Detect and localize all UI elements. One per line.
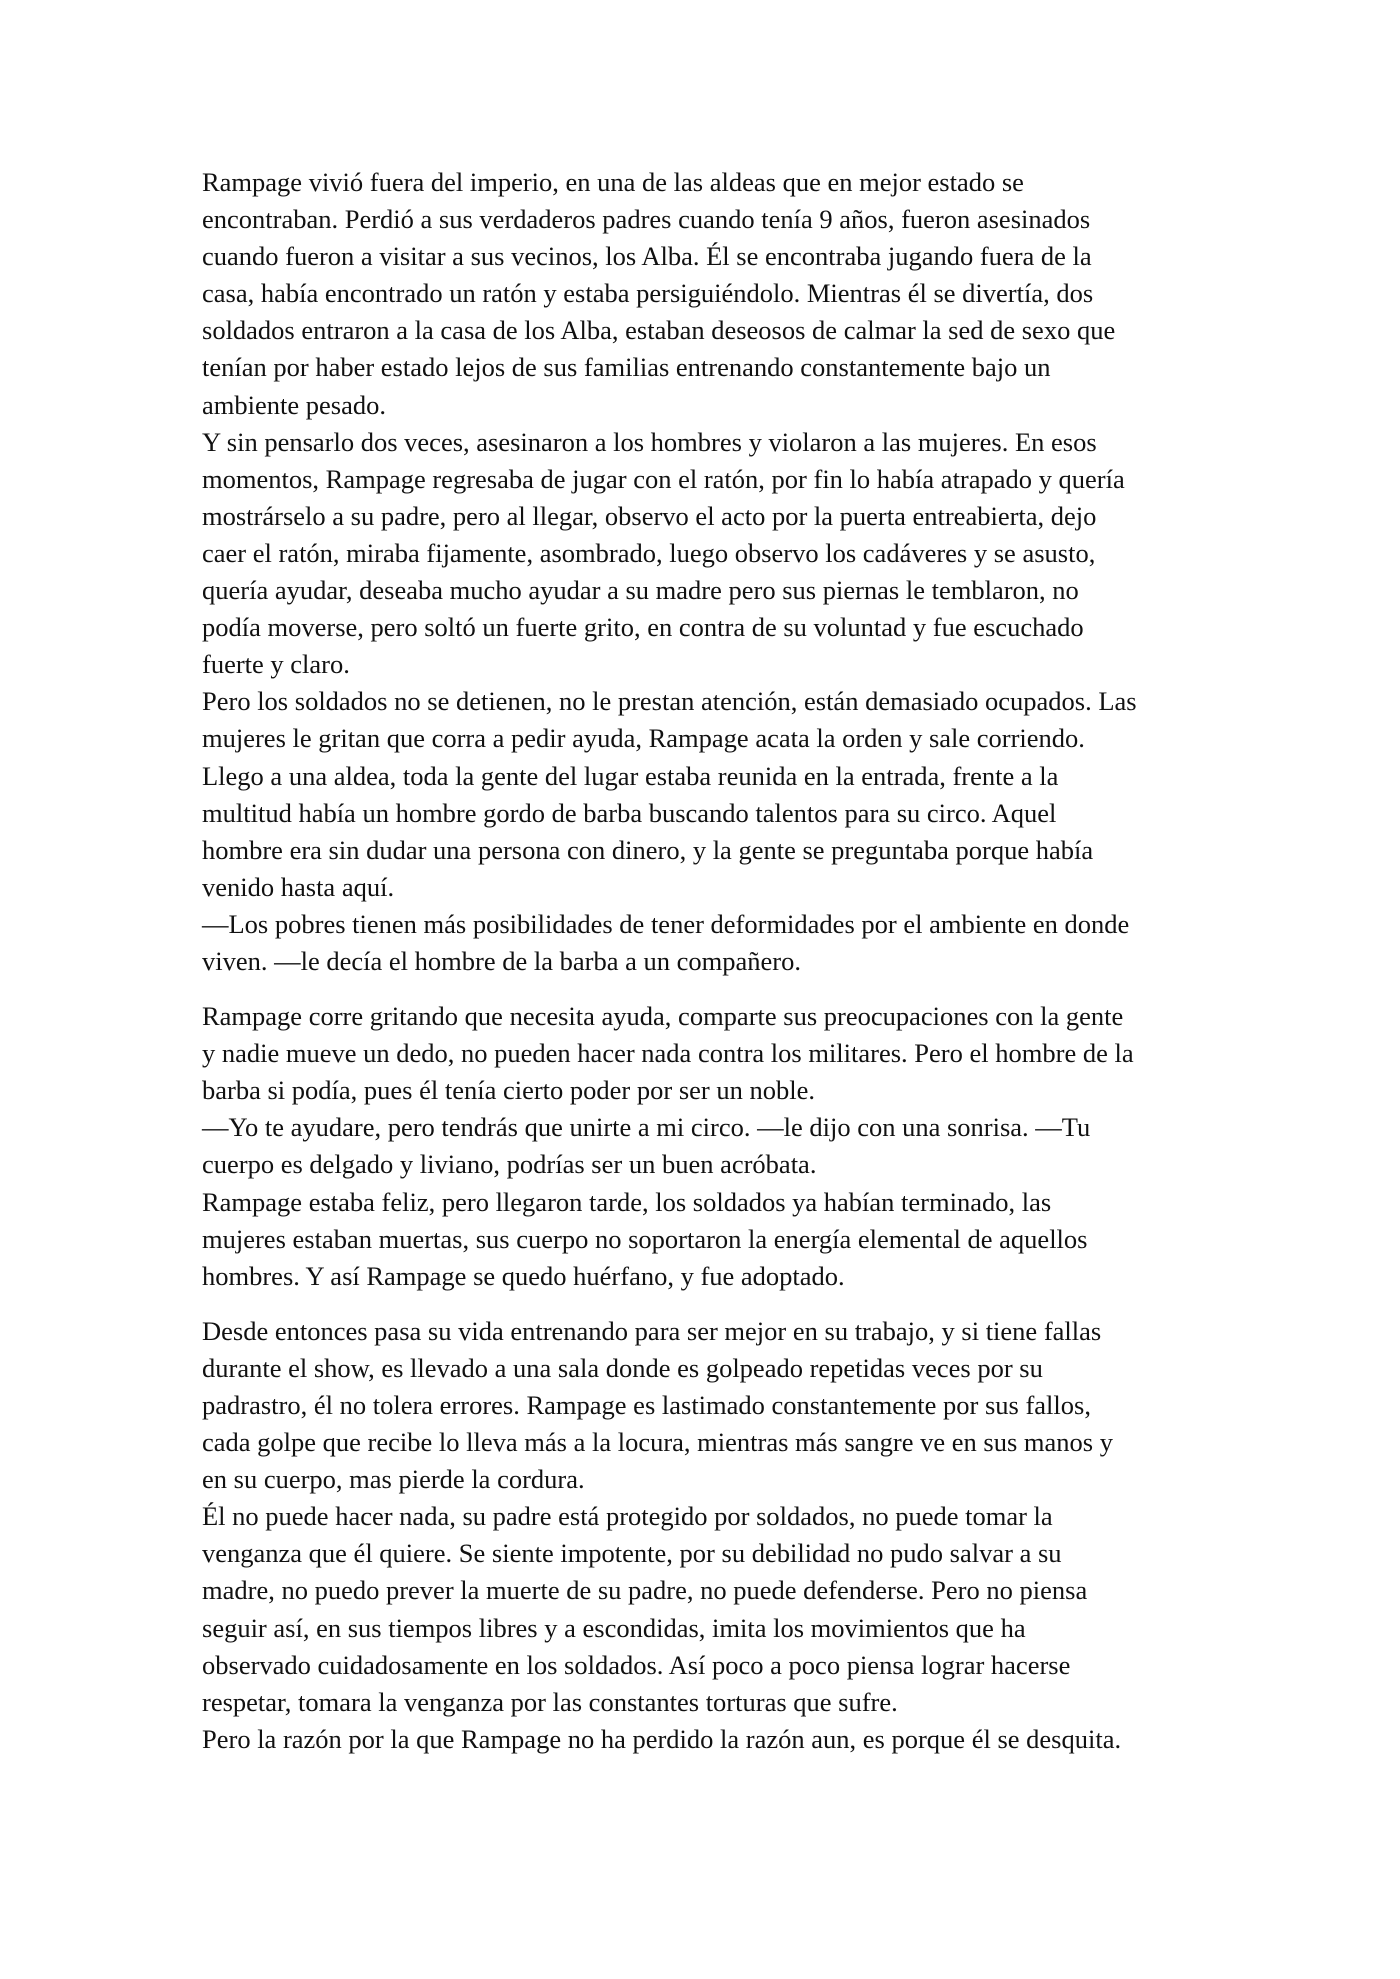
text-line: cada golpe que recibe lo lleva más a la locura, mientras más sangre ve en sus manos y (202, 1427, 1113, 1458)
text-line: seguir así, en sus tiempos libres y a escondidas, imita los movimientos que ha (202, 1612, 1026, 1643)
text-line: Pero la razón por la que Rampage no ha perdido la razón aun, es porque él se desquita. (202, 1723, 1122, 1754)
text-line: soldados entraron a la casa de los Alba, estaban deseosos de calmar la sed de sexo que (202, 315, 1116, 346)
text-line: venido hasta aquí. (202, 871, 395, 902)
text-line: mujeres estaban muertas, sus cuerpo no soportaron la energía elemental de aquellos (202, 1223, 1088, 1254)
text-line: en su cuerpo, mas pierde la cordura. (202, 1464, 585, 1495)
text-line: Rampage estaba feliz, pero llegaron tarde, los soldados ya habían terminado, las (202, 1186, 1052, 1217)
text-line: viven. —le decía el hombre de la barba a un compañero. (202, 945, 801, 976)
text-line: Llego a una aldea, toda la gente del lugar estaba reunida en la entrada, frente a la (202, 760, 1059, 791)
text-block-3 (202, 1313, 1212, 1758)
text-block-1 (202, 164, 1212, 980)
text-line: y nadie mueve un dedo, no pueden hacer nada contra los militares. Pero el hombre de la (202, 1038, 1134, 1069)
text-line: Pero los soldados no se detienen, no le prestan atención, están demasiado ocupados. Las (202, 686, 1137, 717)
text-line: Y sin pensarlo dos veces, asesinaron a los hombres y violaron a las mujeres. En esos (202, 426, 1097, 457)
text-line: cuerpo es delgado y liviano, podrías ser un buen acróbata. (202, 1149, 817, 1180)
text-line: multitud había un hombre gordo de barba buscando talentos para su circo. Aquel (202, 797, 1057, 828)
text-line: —Yo te ayudare, pero tendrás que unirte a mi circo. —le dijo con una sonrisa. —Tu (202, 1112, 1091, 1143)
text-line: madre, no puedo prever la muerte de su padre, no puede defenderse. Pero no piensa (202, 1575, 1088, 1606)
text-block-2 (202, 998, 1212, 1295)
text-line: mujeres le gritan que corra a pedir ayuda, Rampage acata la orden y sale corriendo. (202, 723, 1085, 754)
text-line: encontraban. Perdió a sus verdaderos padres cuando tenía 9 años, fueron asesinados (202, 204, 1091, 235)
text-line: podía moverse, pero soltó un fuerte grito, en contra de su voluntad y fue escuchado (202, 612, 1084, 643)
text-line: —Los pobres tienen más posibilidades de tener deformidades por el ambiente en donde (202, 908, 1130, 939)
text-line: hombres. Y así Rampage se quedo huérfano, y fue adoptado. (202, 1260, 845, 1291)
text-line: respetar, tomara la venganza por las constantes torturas que sufre. (202, 1686, 898, 1717)
text-line: Desde entonces pasa su vida entrenando para ser mejor en su trabajo, y si tiene fallas (202, 1315, 1102, 1346)
text-line: ambiente pesado. (202, 389, 386, 420)
text-line: casa, había encontrado un ratón y estaba persiguiéndolo. Mientras él se divertía, dos (202, 278, 1094, 309)
text-line: barba si podía, pues él tenía cierto poder por ser un noble. (202, 1075, 815, 1106)
text-line: mostrárselo a su padre, pero al llegar, observo el acto por la puerta entreabierta, dejo (202, 500, 1097, 531)
text-line: fuerte y claro. (202, 649, 350, 680)
text-line: momentos, Rampage regresaba de jugar con el ratón, por fin lo había atrapado y quería (202, 463, 1125, 494)
paragraph-gap (202, 1295, 1212, 1313)
text-line: observado cuidadosamente en los soldados. Así poco a poco piensa lograr hacerse (202, 1649, 1071, 1680)
text-line: padrastro, él no tolera errores. Rampage es lastimado constantemente por sus fallos, (202, 1390, 1091, 1420)
text-line: tenían por haber estado lejos de sus familias entrenando constantemente bajo un (202, 352, 1051, 383)
text-line: durante el show, es llevado a una sala donde es golpeado repetidas veces por su (202, 1352, 1043, 1383)
text-line: venganza que él quiere. Se siente impotente, por su debilidad no pudo salvar a su (202, 1538, 1062, 1569)
paragraph-gap (202, 980, 1212, 998)
body-text (202, 164, 1212, 1758)
text-line: Rampage corre gritando que necesita ayuda, comparte sus preocupaciones con la gente (202, 1001, 1124, 1032)
text-line: caer el ratón, miraba fijamente, asombrado, luego observo los cadáveres y se asusto, (202, 537, 1096, 568)
text-line: Él no puede hacer nada, su padre está protegido por soldados, no puede tomar la (202, 1501, 1053, 1532)
text-line: hombre era sin dudar una persona con dinero, y la gente se preguntaba porque había (202, 834, 1094, 865)
text-line: cuando fueron a visitar a sus vecinos, los Alba. Él se encontraba jugando fuera de la (202, 241, 1092, 272)
text-line: quería ayudar, deseaba mucho ayudar a su madre pero sus piernas le temblaron, no (202, 575, 1079, 606)
text-line: Rampage vivió fuera del imperio, en una de las aldeas que en mejor estado se (202, 167, 1024, 197)
